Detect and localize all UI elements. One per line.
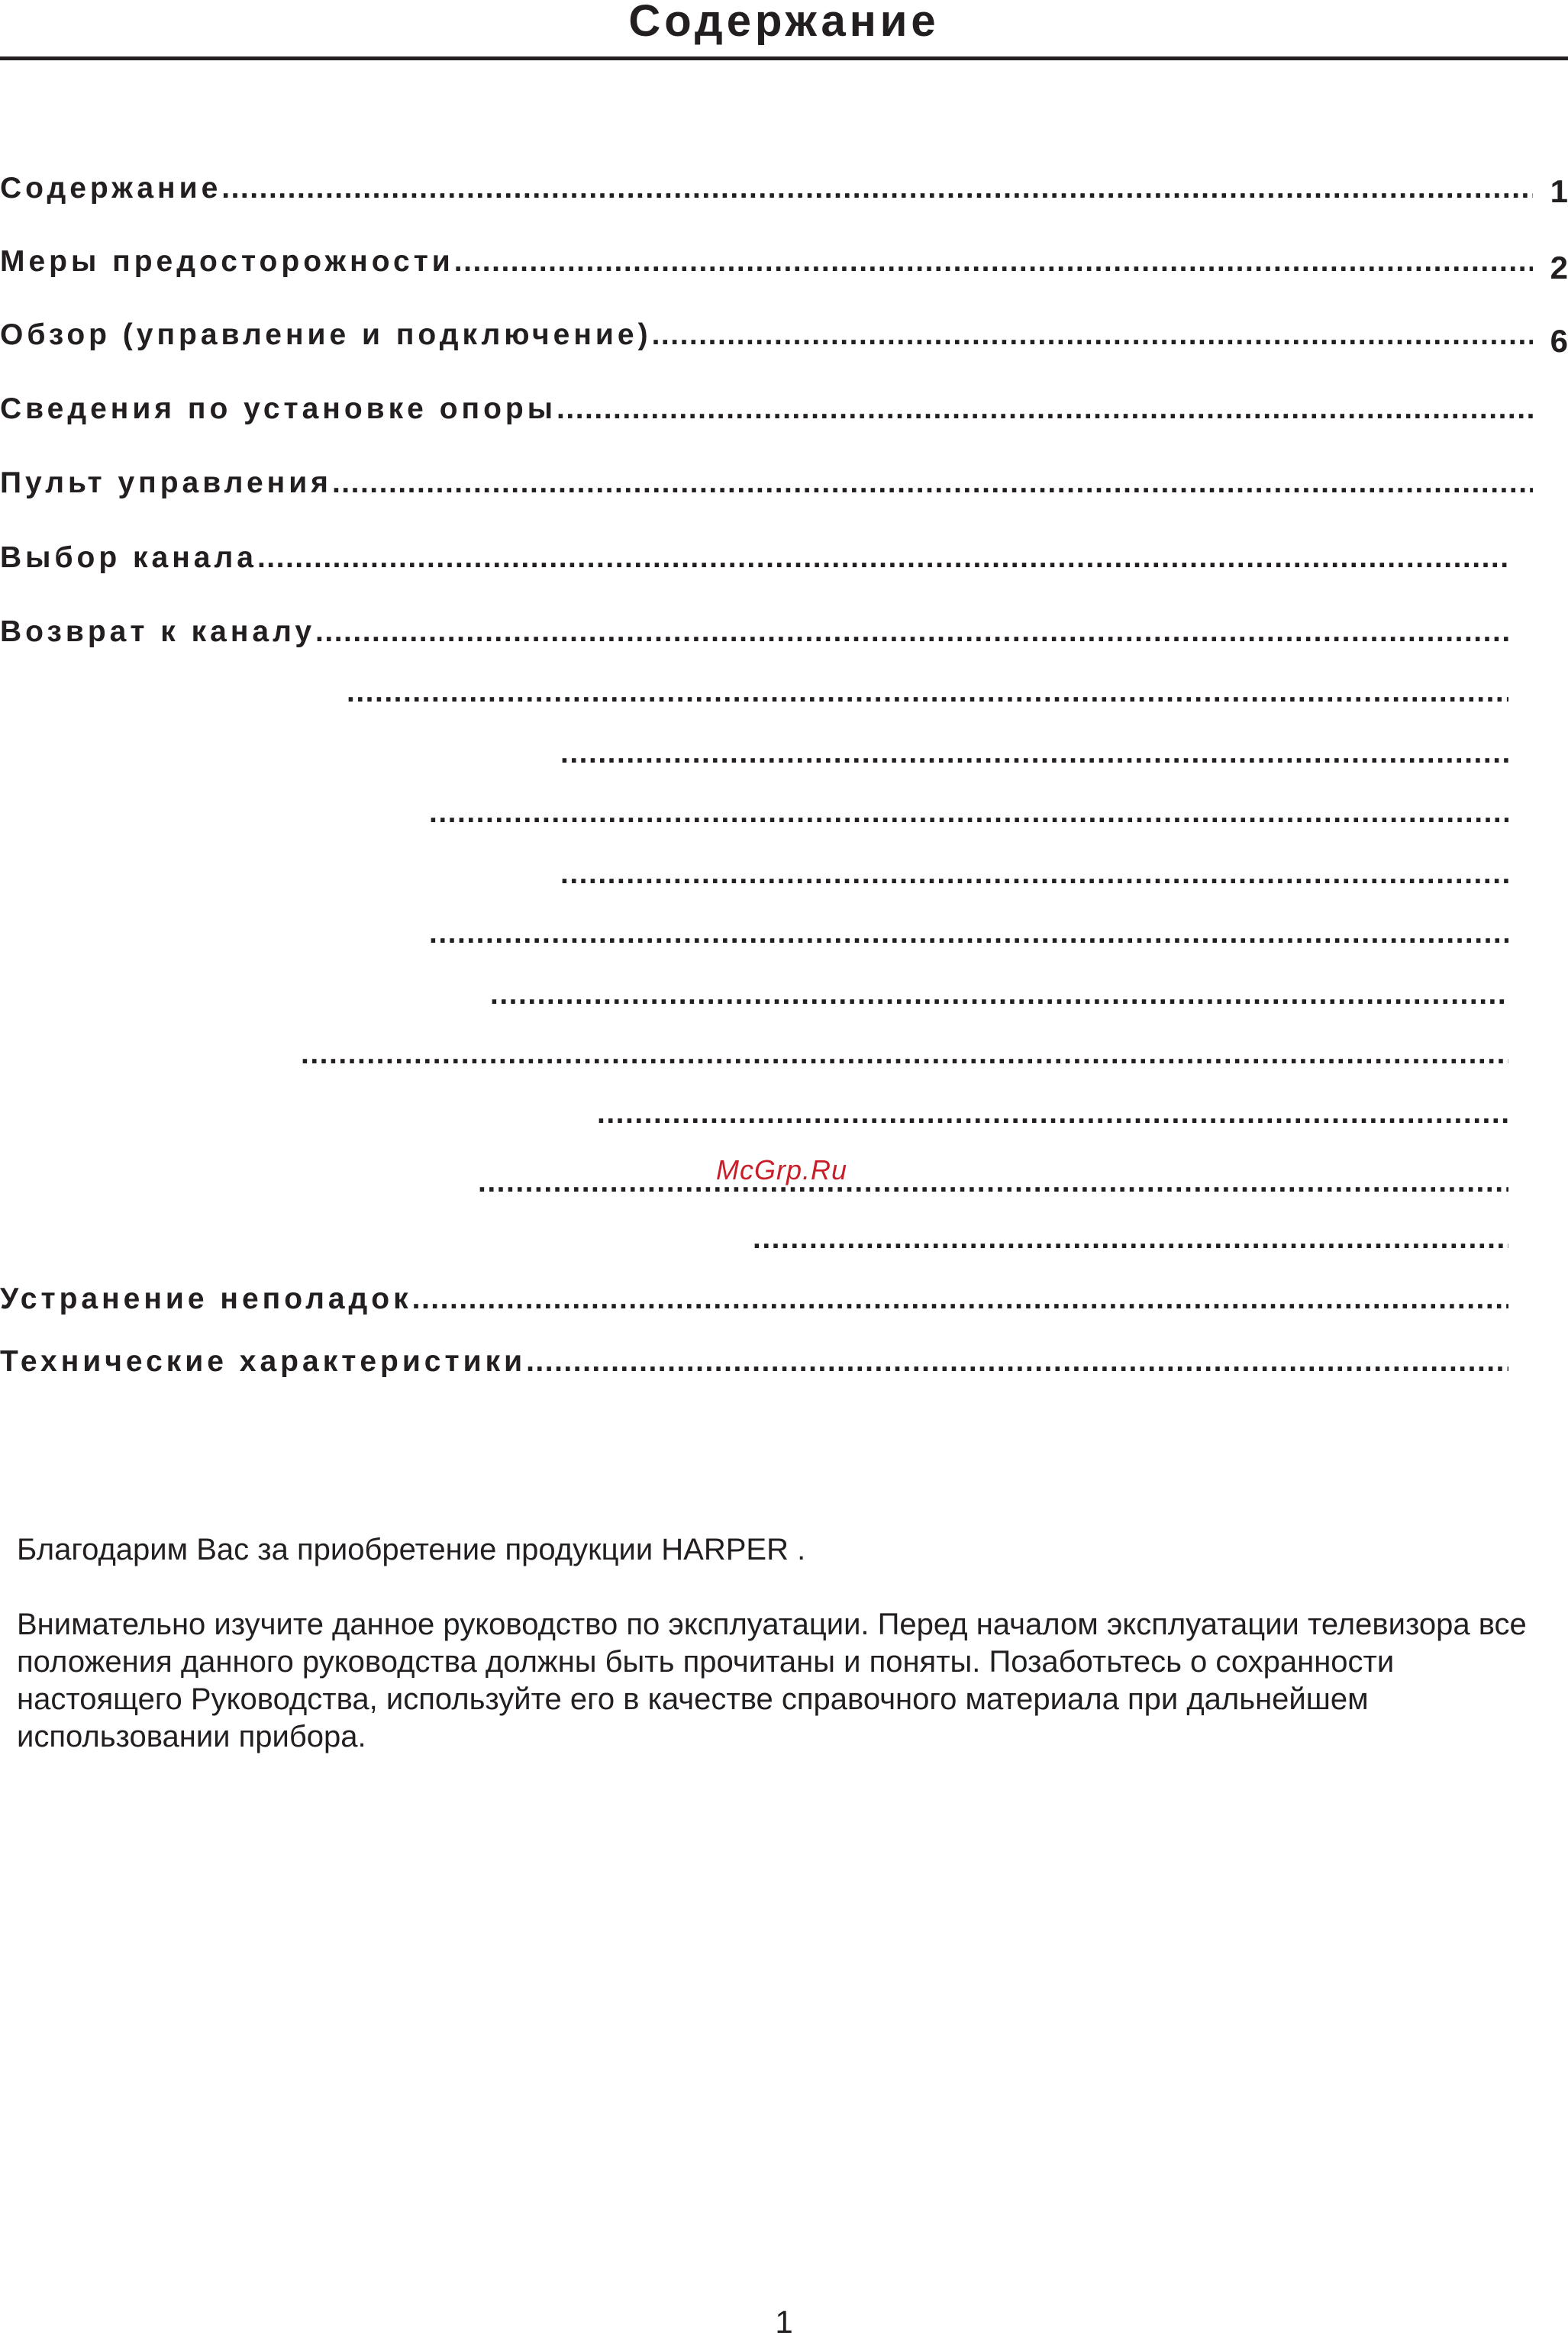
toc-leader bbox=[560, 734, 1508, 773]
toc-row-stand[interactable] bbox=[0, 390, 1533, 428]
toc-row-channel-select[interactable] bbox=[0, 539, 1508, 577]
toc-leader bbox=[597, 1095, 1508, 1133]
toc-row-unlabeled[interactable] bbox=[347, 673, 1508, 711]
toc-row-unlabeled[interactable] bbox=[560, 734, 1508, 773]
toc-row-unlabeled[interactable] bbox=[429, 794, 1508, 832]
page-title: Содержание bbox=[628, 0, 940, 46]
toc-label: Меры предосторожности bbox=[0, 245, 454, 278]
toc-leader bbox=[478, 1163, 1508, 1202]
toc-leader bbox=[526, 1343, 1508, 1381]
toc-row-unlabeled[interactable] bbox=[560, 855, 1508, 893]
toc-page-number: 1 bbox=[1550, 173, 1568, 209]
toc-label: Устранение неполадок bbox=[0, 1282, 412, 1315]
toc-label: Обзор (управление и подключение) bbox=[0, 318, 652, 351]
toc-leader bbox=[347, 673, 1508, 711]
toc-label: Пульт управления bbox=[0, 466, 332, 499]
page-number: 1 bbox=[775, 2304, 793, 2340]
toc-label: Выбор канала bbox=[0, 541, 257, 574]
toc-label: Возврат к каналу bbox=[0, 615, 316, 648]
toc-leader bbox=[315, 613, 1508, 651]
toc-leader bbox=[221, 169, 1533, 208]
toc-leader bbox=[753, 1220, 1508, 1258]
intro-thanks: Благодарим Вас за приобретение продукции HARPER . bbox=[17, 1533, 806, 1566]
toc-leader bbox=[454, 243, 1533, 281]
toc-label: Содержание bbox=[0, 172, 222, 205]
toc-row-troubleshooting[interactable] bbox=[0, 1280, 1508, 1318]
toc-row-unlabeled[interactable] bbox=[429, 915, 1508, 953]
toc-leader bbox=[429, 915, 1508, 953]
toc-leader bbox=[652, 316, 1533, 354]
toc-row-overview[interactable] bbox=[0, 316, 1533, 354]
toc-row-unlabeled[interactable] bbox=[490, 976, 1508, 1014]
toc-page-number: 2 bbox=[1550, 250, 1568, 285]
watermark: McGrp.Ru bbox=[713, 1154, 850, 1186]
toc-leader bbox=[429, 794, 1508, 832]
toc-label: Технические характеристики bbox=[0, 1345, 527, 1378]
toc-label: Сведения по установке опоры bbox=[0, 392, 557, 425]
toc-leader bbox=[557, 390, 1533, 428]
toc-leader bbox=[257, 539, 1508, 577]
intro-text bbox=[17, 1531, 1559, 1756]
intro-body: Внимательно изучите данное руководство по эксплуатации. Перед началом эксплуатации телевизора все положения данного руководства должны быть прочитаны и поняты. Позаботьтесь о сохранности настоящего Руководства, используйте его в качестве справочного материала при дальнейшем использовании прибора. bbox=[17, 1608, 1527, 1753]
toc-row-specifications[interactable] bbox=[0, 1343, 1508, 1381]
toc-row-channel-return[interactable] bbox=[0, 613, 1508, 651]
toc-leader bbox=[560, 855, 1508, 893]
toc-row-unlabeled[interactable] bbox=[597, 1095, 1508, 1133]
toc-row-unlabeled[interactable] bbox=[753, 1220, 1508, 1258]
toc-row-precautions[interactable] bbox=[0, 243, 1533, 281]
toc-leader bbox=[412, 1280, 1508, 1318]
toc-row-contents[interactable] bbox=[0, 169, 1533, 208]
toc-row-remote[interactable] bbox=[0, 464, 1533, 502]
toc-page-number: 6 bbox=[1550, 323, 1568, 359]
toc-row-unlabeled[interactable] bbox=[478, 1163, 1508, 1202]
title-rule bbox=[0, 56, 1568, 60]
toc-leader bbox=[490, 976, 1508, 1014]
toc-leader bbox=[301, 1035, 1508, 1073]
toc-leader bbox=[332, 464, 1533, 502]
toc-row-unlabeled[interactable] bbox=[301, 1035, 1508, 1073]
